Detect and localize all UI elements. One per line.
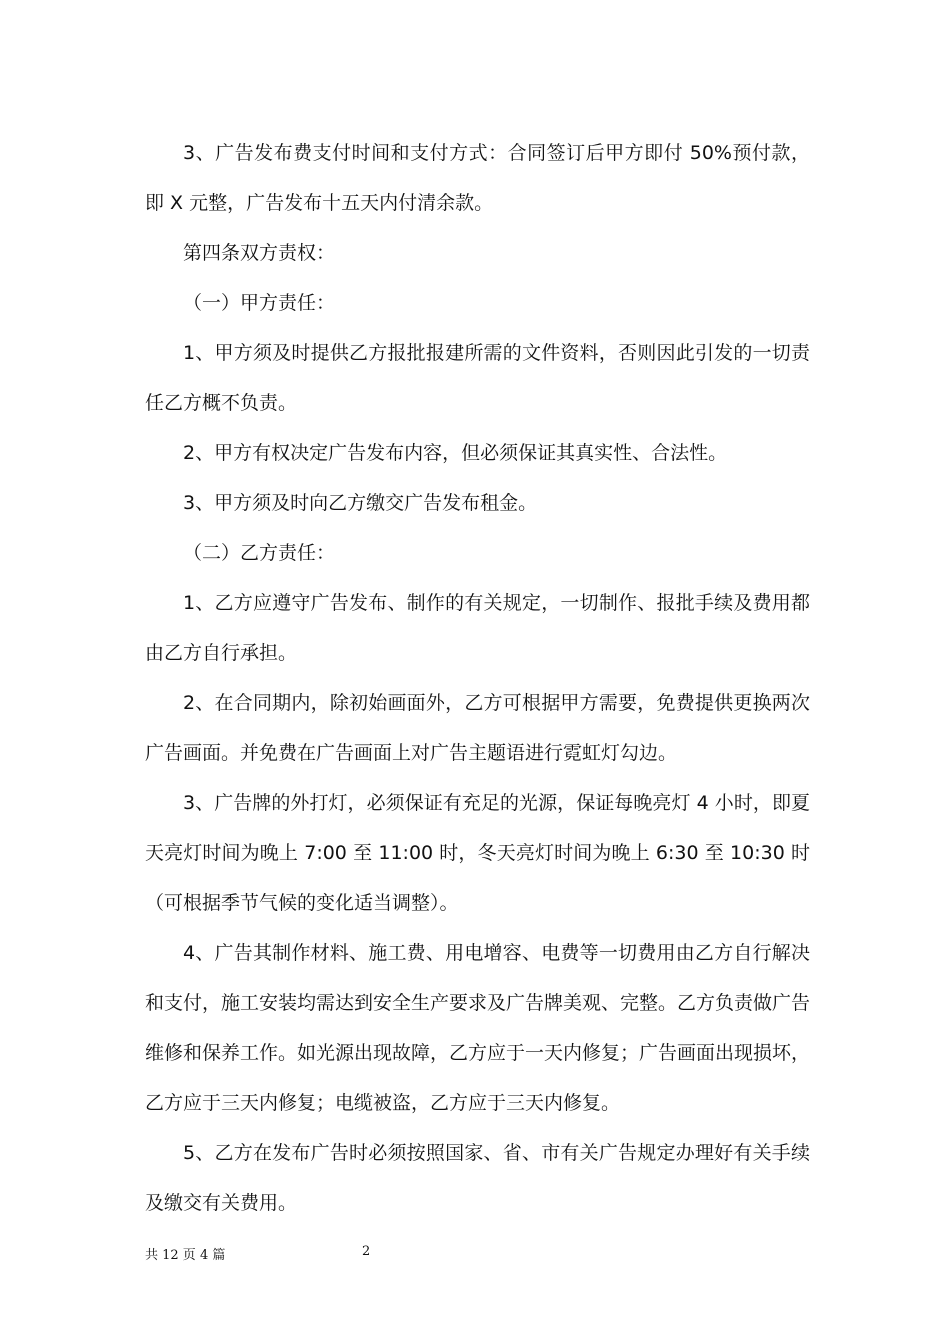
paragraph-party-b-item-5: 5、乙方在发布广告时必须按照国家、省、市有关广告规定办理好有关手续及缴交有关费用。 [145,1142,810,1214]
paragraph-article-four-heading: 第四条双方责权： [183,242,336,264]
paragraph-party-a-heading: （一）甲方责任： [183,292,336,314]
footer-page-count: 共 12 页 4 篇 [145,1248,226,1263]
paragraph-party-b-item-2: 2、在合同期内，除初始画面外，乙方可根据甲方需要，免费提供更换两次广告画面。并免费在广告画面上对广告主题语进行霓虹灯勾边。 [145,692,810,764]
document-body [145,128,810,1228]
footer-page-number: 2 [362,1244,371,1259]
paragraph-party-b-heading: （二）乙方责任： [183,542,336,564]
paragraph-party-a-item-3: 3、甲方须及时向乙方缴交广告发布租金。 [183,492,538,514]
paragraph-payment-terms: 3、广告发布费支付时间和支付方式：合同签订后甲方即付 50%预付款，即 X 元整，广告发布十五天内付清余款。 [145,142,810,214]
paragraph-party-a-item-2: 2、甲方有权决定广告发布内容，但必须保证其真实性、合法性。 [183,442,728,464]
paragraph-party-b-item-3: 3、广告牌的外打灯，必须保证有充足的光源，保证每晚亮灯 4 小时，即夏天亮灯时间为晚上 7:00 至 11:00 时，冬天亮灯时间为晚上 6:30 至 10:30 时（可根据季节气候的变化适当调整）。 [145,792,810,914]
paragraph-party-b-item-1: 1、乙方应遵守广告发布、制作的有关规定，一切制作、报批手续及费用都由乙方自行承担。 [145,592,810,664]
paragraph-party-a-item-1: 1、甲方须及时提供乙方报批报建所需的文件资料，否则因此引发的一切责任乙方概不负责。 [145,342,810,414]
paragraph-party-b-item-4: 4、广告其制作材料、施工费、用电增容、电费等一切费用由乙方自行解决和支付，施工安装均需达到安全生产要求及广告牌美观、完整。乙方负责做广告维修和保养工作。如光源出现故障，乙方应于一天内修复；广告画面出现损坏，乙方应于三天内修复；电缆被盗，乙方应于三天内修复。 [145,942,811,1114]
